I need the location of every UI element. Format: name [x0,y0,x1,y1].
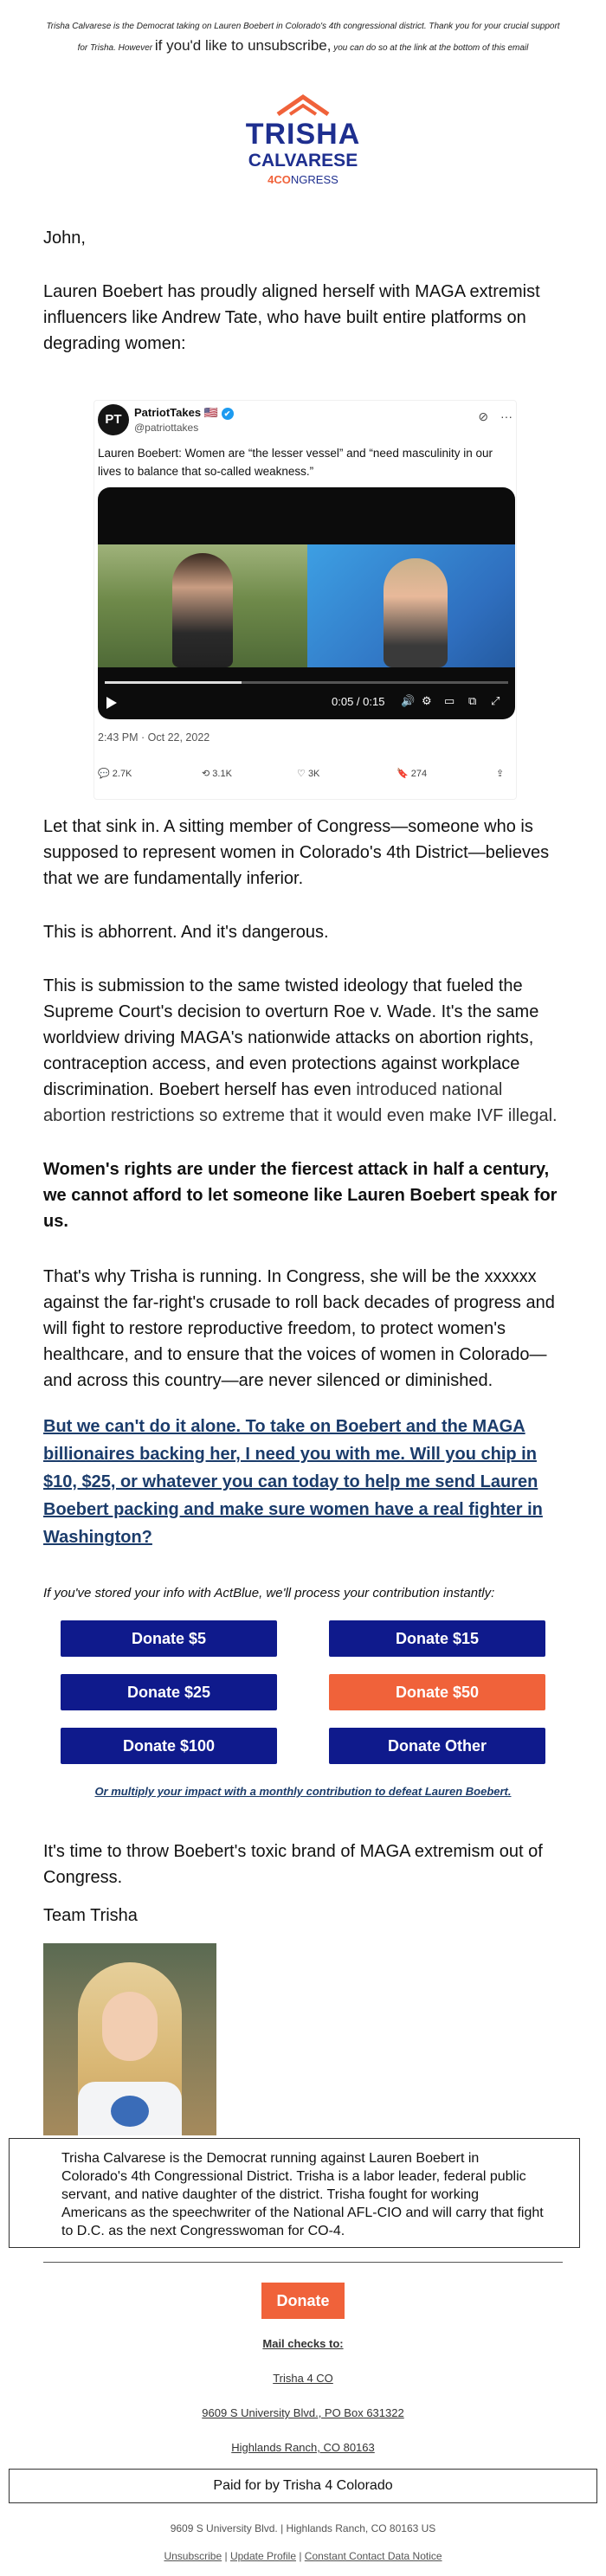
ivf-link[interactable]: introduced national abortion restrictions so extreme that it would even make IVF illegal. [43,1080,558,1125]
video-time: 0:05 / 0:15 [332,695,385,708]
tweet-avatar: PT [98,404,129,435]
logo-first-name: TRISHA [245,118,361,151]
embedded-tweet[interactable] [93,400,517,800]
donate-other-button[interactable]: Donate Other [329,1728,545,1764]
bookmark-icon: 🔖 [396,769,409,779]
tweet-handle: @patriottakes [134,422,199,434]
grok-icon[interactable]: ⊘ [478,409,489,423]
footer-links: Unsubscribe | Update Profile | Constant Contact Data Notice [164,2550,442,2562]
logo-tagline: 4CONGRESS [268,173,338,186]
retweet-icon: ⟲ [202,769,210,779]
mail-address-name[interactable]: Trisha 4 CO [273,2372,333,2385]
bookmark-stat[interactable]: 🔖 274 [396,769,428,779]
update-profile-link[interactable]: Update Profile [229,2550,296,2562]
roof-icon [274,93,332,118]
actblue-note: If you've stored your info with ActBlue, we'll process your contribution instantly: [43,1586,495,1600]
disclaimer-tail: you can do so at the link at the bottom of this email [333,43,529,53]
tweet-actions [478,409,513,424]
unsubscribe-link[interactable]: Unsubscribe [164,2550,222,2562]
more-icon[interactable]: ··· [500,409,513,423]
donate-25-button[interactable]: Donate $25 [61,1674,277,1710]
donation-ask-link[interactable]: But we can't do it alone. To take on Boebert and the MAGA billionaires backing her, I need you with me. Will you chip in $10, $25, or whatever you can today to help me send Lauren Boebert packing and make sure women have a real fighter in Washington? [43,1417,543,1547]
play-icon[interactable] [106,697,117,709]
donate-100-button[interactable]: Donate $100 [61,1728,277,1764]
tweet-author: PatriotTakes 🇺🇸 ✔ [134,406,234,420]
paragraph-ideology: This is submission to the same twisted ideology that fueled the Supreme Court's decision to overturn Roe v. Wade. It's the same worldview driving MAGA's nationwide attacks on abortion rights, contraception access, and even protections against workplace discrimination. Boebert herself has even introduced national abortion restrictions so extreme that it would even make IVF illegal. [43,976,558,1125]
mail-address-city[interactable]: Highlands Ranch, CO 80163 [231,2441,375,2454]
retweet-stat[interactable]: ⟲ 3.1K [202,769,232,779]
candidate-photo [43,1943,216,2135]
donate-5-button[interactable]: Donate $5 [61,1620,277,1657]
tweet-text: Lauren Boebert: Women are “the lesser vessel” and “need masculinity in our lives to balance that so-called weakness.” [98,447,493,478]
reply-icon: 💬 [98,769,110,779]
logo-last-name: CALVARESE [248,151,358,171]
donate-button-footer[interactable]: Donate [261,2283,345,2319]
paragraph-womens-rights: Women's rights are under the fiercest attack in half a century, we cannot afford to let someone like Lauren Boebert speak for us. [43,1160,558,1231]
flag-icon: 🇺🇸 [203,406,218,419]
monthly-contribution-link[interactable]: Or multiply your impact with a monthly contribution to defeat Lauren Boebert. [94,1785,512,1798]
unsubscribe-callout: if you'd like to unsubscribe, [154,37,332,54]
verified-icon: ✔ [222,408,234,420]
paragraph-intro: Lauren Boebert has proudly aligned herself with MAGA extremist influencers like Andrew Tate, who have built entire platforms on degrading women: [43,282,540,353]
tweet-date: 2:43 PM · Oct 22, 2022 [98,731,210,744]
signoff: Team Trisha [43,1906,138,1925]
volume-icon[interactable]: 🔊 [401,694,416,707]
share-icon[interactable]: ⇪ [496,769,505,779]
video-frame-left [98,544,307,667]
paragraph-abhorrent: This is abhorrent. And it's dangerous. [43,923,329,942]
mail-checks-label: Mail checks to: [262,2337,344,2350]
paragraph-sink-in: Let that sink in. A sitting member of Congress—someone who is supposed to represent women in Colorado's 4th District—believes that we are fundamentally inferior. [43,817,550,888]
tweet-video[interactable] [98,487,515,719]
paragraph-why-running: That's why Trisha is running. In Congress, she will be the xxxxxx against the far-right's crusade to roll back decades of progress and will fight to restore reproductive freedom, to protect women's healthcare, and to ensure that the voices of women in Colorado—and across this country—are never silenced or diminished. [43,1267,555,1390]
greeting: John, [43,229,86,248]
cc-icon[interactable]: ▭ [444,694,455,707]
paragraph-closing: It's time to throw Boebert's toxic brand of MAGA extremism out of Congress. [43,1842,543,1887]
campaign-logo [234,93,372,189]
candidate-bio-box [9,2138,580,2248]
fullscreen-icon[interactable]: ⤢ [491,694,500,707]
divider [43,2262,563,2263]
donate-50-button[interactable]: Donate $50 [329,1674,545,1710]
heart-icon: ♡ [297,769,306,779]
footer-address: 9609 S University Blvd. | Highlands Ranch, CO 80163 US [170,2522,436,2534]
header-disclaimer [43,17,563,58]
candidate-bio: Trisha Calvarese is the Democrat running against Lauren Boebert in Colorado's 4th Congressional District. Trisha is a labor leader, federal public servant, and native daughter of the district. Trisha fought for working Americans as the speechwriter of the National AFL-CIO and will carry that fight to D.C. as the next Congresswoman for CO-4. [61,2151,544,2238]
video-progress-bar[interactable] [105,681,508,684]
pip-icon[interactable]: ⧉ [468,694,477,707]
like-stat[interactable]: ♡ 3K [297,769,320,779]
paid-for-by: Paid for by Trisha 4 Colorado [9,2469,597,2503]
settings-icon[interactable]: ⚙ [422,694,432,707]
donate-15-button[interactable]: Donate $15 [329,1620,545,1657]
video-frame-right [307,544,515,667]
data-notice-link[interactable]: Constant Contact Data Notice [304,2550,442,2562]
reply-stat[interactable]: 💬 2.7K [98,769,132,779]
disclaimer-text: Trisha Calvarese is the Democrat taking on Lauren Boebert in Colorado's 4th congressional district. Thank you for your crucial support for Trisha. However [46,22,560,53]
mail-address-street[interactable]: 9609 S University Blvd., PO Box 631322 [202,2406,404,2419]
